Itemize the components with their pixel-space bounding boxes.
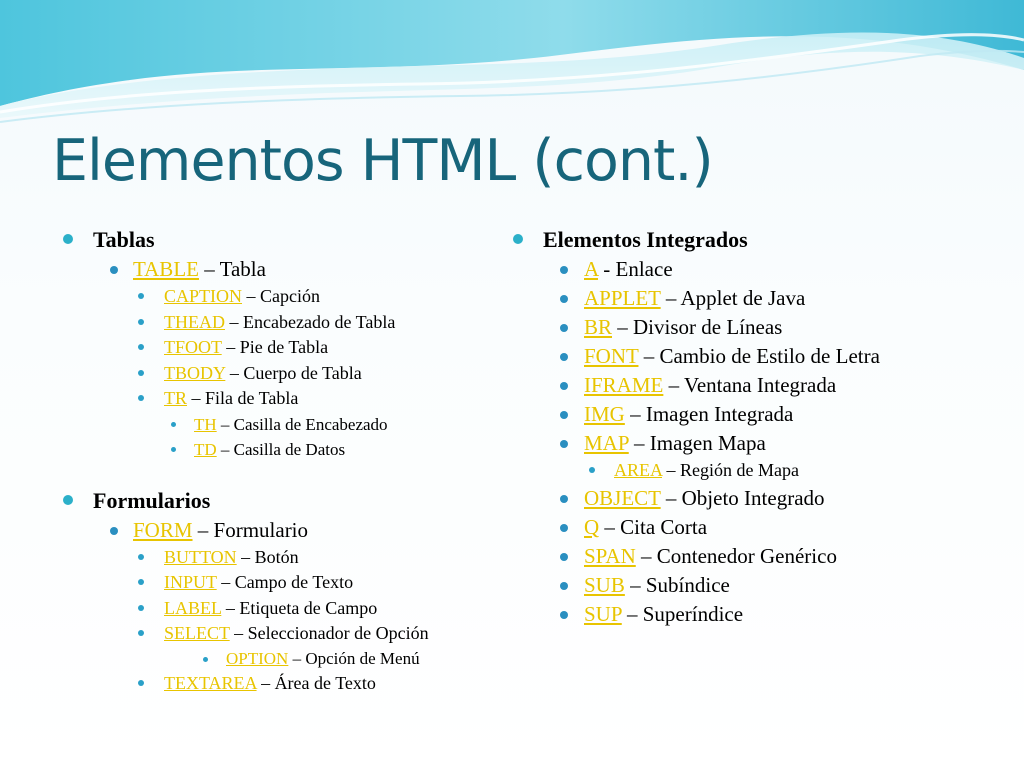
tag-description: – Applet de Java [660, 286, 806, 310]
tag-link-textarea[interactable]: TEXTAREA [164, 672, 257, 693]
list-item [508, 371, 978, 400]
list-item [58, 284, 498, 310]
list-item [58, 621, 498, 647]
bullet-icon [560, 495, 568, 503]
bullet-icon [110, 527, 118, 535]
tag-description: – Casilla de Datos [216, 439, 346, 459]
bullet-icon [560, 524, 568, 532]
tag-description: – Superíndice [621, 601, 744, 626]
bullet-icon [138, 319, 144, 325]
section-heading: Formularios [93, 487, 211, 513]
list-item [508, 400, 978, 429]
bullet-icon [513, 234, 523, 244]
bullet-icon [560, 266, 568, 274]
tag-link-tfoot[interactable]: TFOOT [164, 337, 222, 357]
tag-link-area[interactable]: AREA [614, 460, 663, 480]
tag-description: – Encabezado de Tabla [225, 311, 396, 332]
list-item [58, 225, 498, 255]
tag-link-table[interactable]: TABLE [133, 257, 199, 281]
tag-link-input[interactable]: INPUT [164, 572, 217, 592]
list-item [58, 335, 498, 361]
tag-link-object[interactable]: OBJECT [584, 485, 661, 510]
tag-description: – Cita Corta [599, 514, 708, 539]
list-item [58, 570, 498, 596]
bullet-icon [203, 657, 208, 662]
tag-description: – Casilla de Encabezado [216, 414, 388, 434]
tag-link-select[interactable]: SELECT [164, 623, 230, 643]
tag-description: – Contenedor Genérico [635, 543, 837, 568]
tag-description: – Cuerpo de Tabla [225, 362, 362, 383]
tag-link-label[interactable]: LABEL [164, 597, 222, 618]
tag-description: – Botón [236, 546, 299, 567]
list-item [508, 255, 978, 284]
tag-link-iframe[interactable]: IFRAME [584, 373, 664, 397]
list-item [58, 437, 498, 462]
list-item [58, 516, 498, 545]
tag-description: – Tabla [198, 257, 266, 281]
bullet-icon [138, 680, 144, 686]
tag-link-map[interactable]: MAP [584, 431, 629, 455]
list-item [508, 313, 978, 342]
tag-description: – Seleccionador de Opción [229, 623, 429, 643]
list-item [58, 310, 498, 336]
list-item [508, 284, 978, 313]
tag-description: – Cambio de Estilo de Letra [638, 344, 880, 368]
tag-description: – Campo de Texto [216, 572, 354, 592]
tag-link-q[interactable]: Q [584, 514, 600, 539]
bullet-icon [560, 611, 568, 619]
bullet-icon [138, 605, 144, 611]
tag-description: – Área de Texto [256, 672, 376, 693]
slide-title: Elementos HTML (cont.) [52, 128, 713, 194]
section-tablas [58, 225, 498, 462]
tag-link-tbody[interactable]: TBODY [164, 362, 226, 383]
bullet-icon [560, 582, 568, 590]
section-heading: Tablas [93, 227, 155, 252]
tag-link-option[interactable]: OPTION [226, 648, 289, 668]
list-item [508, 542, 978, 571]
tag-description: – Imagen Mapa [628, 431, 766, 455]
bullet-icon [589, 467, 595, 473]
tag-link-thead[interactable]: THEAD [164, 311, 225, 332]
bullet-icon [63, 234, 73, 244]
tag-description: – Fila de Tabla [187, 388, 299, 408]
list-item [58, 412, 498, 437]
tag-description: – Etiqueta de Campo [221, 597, 378, 618]
bullet-icon [63, 495, 73, 505]
tag-link-span[interactable]: SPAN [584, 543, 636, 568]
tag-link-th[interactable]: TH [194, 414, 217, 434]
list-item [58, 596, 498, 622]
tag-description: – Formulario [192, 517, 309, 542]
section-heading: Elementos Integrados [543, 227, 748, 252]
tag-link-br[interactable]: BR [584, 315, 613, 339]
bullet-icon [560, 353, 568, 361]
bullet-icon [138, 554, 144, 560]
tag-link-tr[interactable]: TR [164, 388, 188, 408]
bullet-icon [138, 630, 144, 636]
decorative-waves [0, 0, 1024, 130]
list-item [508, 513, 978, 542]
tag-link-img[interactable]: IMG [584, 402, 625, 426]
tag-link-font[interactable]: FONT [584, 344, 639, 368]
tag-link-sup[interactable]: SUP [584, 601, 622, 626]
list-item [58, 361, 498, 387]
list-item [58, 671, 498, 697]
list-item [58, 386, 498, 412]
bullet-icon [171, 447, 176, 452]
tag-description: – Opción de Menú [288, 648, 420, 668]
tag-link-applet[interactable]: APPLET [584, 286, 661, 310]
tag-link-button[interactable]: BUTTON [164, 546, 237, 567]
tag-link-caption[interactable]: CAPTION [164, 286, 243, 306]
list-item [58, 545, 498, 571]
tag-link-a[interactable]: A [584, 257, 599, 281]
list-item [508, 225, 978, 255]
tag-description: – Ventana Integrada [663, 373, 837, 397]
tag-description: - Enlace [598, 257, 673, 281]
tag-description: – Divisor de Líneas [612, 315, 783, 339]
bullet-icon [138, 395, 144, 401]
bullet-icon [138, 579, 144, 585]
list-item [58, 647, 498, 671]
bullet-icon [560, 382, 568, 390]
tag-link-td[interactable]: TD [194, 439, 217, 459]
tag-description: – Pie de Tabla [221, 337, 329, 357]
tag-link-form[interactable]: FORM [133, 517, 193, 542]
bullet-icon [138, 370, 144, 376]
bullet-icon [110, 266, 118, 274]
list-item [508, 342, 978, 371]
tag-link-sub[interactable]: SUB [584, 572, 625, 597]
tag-description: – Objeto Integrado [660, 485, 825, 510]
bullet-icon [560, 440, 568, 448]
section-formularios [58, 486, 498, 697]
bullet-icon [138, 344, 144, 350]
tag-description: – Subíndice [624, 572, 730, 597]
bullet-icon [560, 324, 568, 332]
list-item [58, 255, 498, 284]
list-item [58, 486, 498, 516]
tag-description: – Capción [242, 286, 321, 306]
bullet-icon [560, 295, 568, 303]
tag-description: – Región de Mapa [662, 460, 799, 480]
tag-description: – Imagen Integrada [624, 402, 794, 426]
list-item [508, 458, 978, 484]
bullet-icon [171, 422, 176, 427]
bullet-icon [560, 553, 568, 561]
bullet-icon [560, 411, 568, 419]
list-item [508, 571, 978, 600]
list-item [508, 600, 978, 629]
bullet-icon [138, 293, 144, 299]
list-item [508, 484, 978, 513]
list-item [508, 429, 978, 458]
left-column [58, 225, 498, 714]
right-column [508, 225, 978, 629]
